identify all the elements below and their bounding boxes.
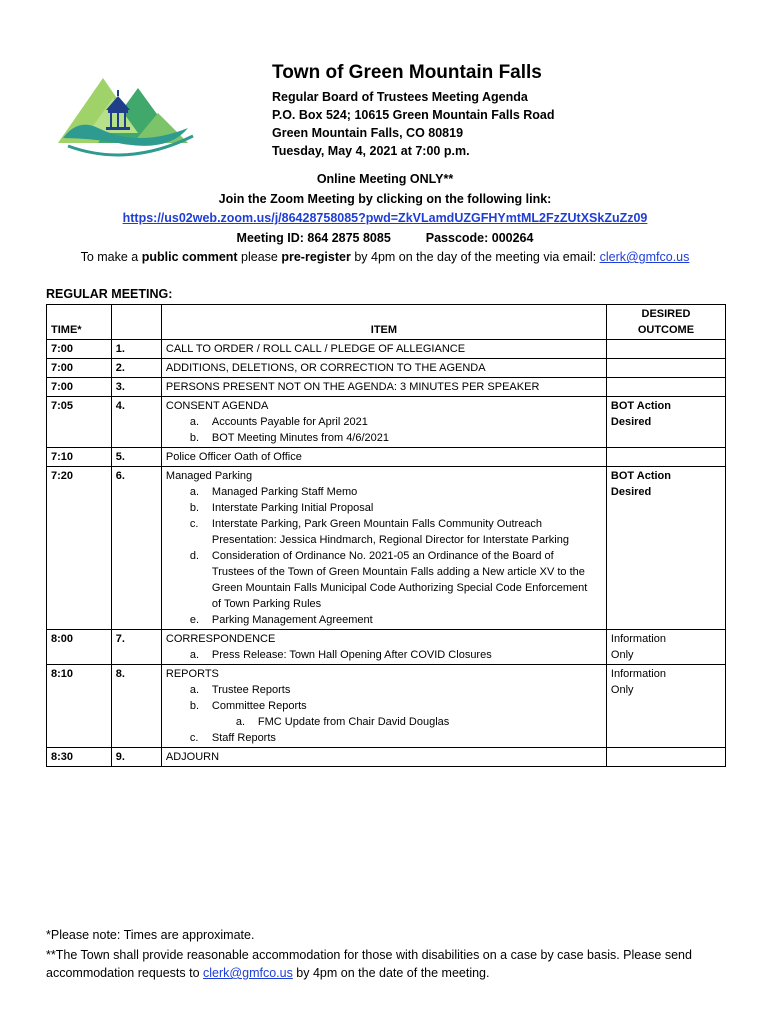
meeting-id: Meeting ID: 864 2875 8085 — [236, 231, 391, 245]
table-row: 8:00 7. CORRESPONDENCE a. Press Release: Town Hall Opening After COVID Closures Information Only — [47, 630, 726, 665]
header-line-city: Green Mountain Falls, CO 80819 — [272, 126, 464, 140]
online-only-label: Online Meeting ONLY** — [316, 172, 454, 186]
header-outcome: OUTCOME — [637, 324, 695, 336]
table-row: 7:00 2. ADDITIONS, DELETIONS, OR CORRECTION TO THE AGENDA — [47, 359, 726, 378]
table-row: 7:20 6. Managed Parking a. Managed Parking Staff Memo b. Interstate Parking Initial Proposal c. Interstate Parking, Park Green Mountain Falls Community Outreach Presentation: Jessica Hindmarch, Regional Director for Interstate Parking d. Consideration of Ordinance No. 2021-05 an Ordinance of the Board of Trustees of the Town of Green Mountain Falls adding a New article XV to the Green Mountain Falls Municipal Code Authorizing Special Code Enforcement of Town Parking Rules e. Parking Management Agreement BOT Action Desired — [47, 467, 726, 630]
footer-email-link[interactable]: clerk@gmfco.us — [203, 966, 293, 980]
header-desired: DESIRED — [641, 308, 691, 320]
town-logo — [58, 58, 208, 168]
agenda-table — [46, 304, 726, 767]
public-comment-text: To make a public comment please pre-register by 4pm on the day of the meeting via email: clerk@gmfco.us — [80, 250, 690, 264]
zoom-link[interactable]: https://us02web.zoom.us/j/86428758085?pwd=ZkVLamdUZGFHYmtML2FzZUtXSkZuZz09 — [122, 211, 648, 225]
regular-meeting-label: REGULAR MEETING: — [46, 287, 173, 301]
table-row: 7:00 1. CALL TO ORDER / ROLL CALL / PLEDGE OF ALLEGIANCE — [47, 340, 726, 359]
clerk-email-link[interactable]: clerk@gmfco.us — [599, 250, 690, 264]
header-line-address: P.O. Box 524; 10615 Green Mountain Falls Road — [272, 108, 555, 122]
table-header-row — [47, 305, 726, 340]
table-row: 7:10 5. Police Officer Oath of Office — [47, 448, 726, 467]
table-row: 8:30 9. ADJOURN — [47, 748, 726, 767]
header-line-agenda: Regular Board of Trustees Meeting Agenda — [272, 90, 528, 104]
header-item: ITEM — [370, 324, 398, 336]
join-instructions: Join the Zoom Meeting by clicking on the following link: — [218, 192, 552, 206]
table-row: 7:05 4. CONSENT AGENDA a. Accounts Payable for April 2021 b. BOT Meeting Minutes from 4/6/2021 BOT Action Desired — [47, 397, 726, 448]
times-note: *Please note: Times are approximate. — [46, 928, 255, 942]
passcode: Passcode: 000264 — [425, 231, 534, 245]
accommodation-note: **The Town shall provide reasonable accommodation for those with disabilities on a case by case basis. Please send accommodation requests to clerk@gmfco.us by 4pm on the date of the meeting. — [46, 948, 692, 980]
table-row: 8:10 8. REPORTS a. Trustee Reports b. Committee Reports a. FMC Update from Chair David Douglas c. Staff Reports Information Only — [47, 665, 726, 748]
table-row: 7:00 3. PERSONS PRESENT NOT ON THE AGENDA: 3 MINUTES PER SPEAKER — [47, 378, 726, 397]
town-title: Town of Green Mountain Falls — [272, 62, 542, 83]
header-line-date: Tuesday, May 4, 2021 at 7:00 p.m. — [272, 144, 470, 158]
header-time: TIME* — [51, 324, 82, 336]
